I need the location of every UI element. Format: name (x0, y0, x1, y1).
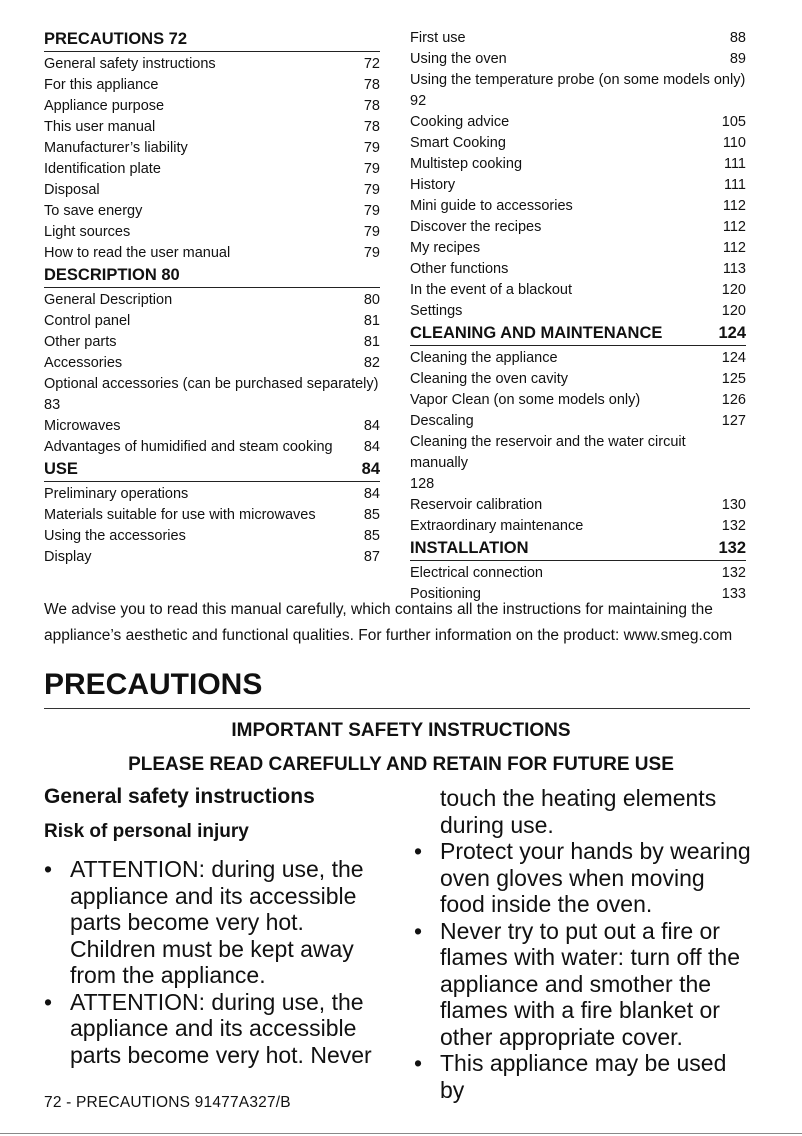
toc-entry-label: Descaling (410, 413, 474, 429)
list-item (414, 838, 754, 918)
toc-entry[interactable] (410, 133, 746, 154)
toc-section-page: 124 (718, 324, 746, 342)
list-item-text: Protect your hands by wearing oven gloves when moving food inside the oven. (440, 838, 751, 917)
toc-entry-page: 83 (44, 397, 61, 413)
toc-entry-label: Preliminary operations (44, 486, 189, 502)
list-item-text: ATTENTION: during use, the appliance and its accessible parts become very hot. Children must be kept away from the appliance. (70, 856, 364, 988)
toc-entry[interactable] (44, 96, 380, 117)
toc-entry-page: 112 (722, 240, 746, 256)
toc-entry[interactable] (410, 49, 746, 70)
toc-entry-page: 126 (721, 392, 746, 408)
list-item (44, 989, 374, 1069)
risk-heading: Risk of personal injury (44, 821, 249, 842)
toc-entry[interactable] (44, 138, 380, 159)
toc-entry[interactable] (410, 280, 746, 301)
toc-entry-label: My recipes (410, 240, 481, 256)
toc-entry[interactable] (410, 217, 746, 238)
general-safety-heading: General safety instructions (44, 785, 315, 808)
toc-section-heading[interactable] (44, 458, 380, 482)
toc-entry[interactable] (410, 301, 746, 322)
toc-entry[interactable] (44, 437, 380, 458)
toc-entry-page: 111 (723, 177, 746, 193)
toc-entry-label: Cooking advice (410, 114, 510, 130)
toc-entry-page: 125 (721, 371, 746, 387)
bullet-icon: • (44, 856, 53, 882)
toc-section-title: PRECAUTIONS 72 (44, 30, 188, 48)
toc-entry-label: Identification plate (44, 161, 161, 177)
toc-section-page: 132 (718, 539, 746, 557)
toc-entry-page: 89 (729, 51, 746, 67)
toc-section-precautions (44, 28, 380, 264)
toc-entry[interactable] (44, 159, 380, 180)
toc-entry-page: 81 (363, 334, 380, 350)
toc-section-heading[interactable] (44, 264, 380, 288)
list-item-text: Never try to put out a fire or flames with water: turn off the appliance and smother the flames with a fire blanket or other appropriate cover. (440, 917, 740, 1050)
bullet-icon: • (414, 917, 423, 944)
toc-entry[interactable] (44, 54, 380, 75)
toc-entry-label: Settings (410, 303, 463, 319)
toc-entry-page: 79 (363, 245, 380, 261)
toc-entry[interactable] (44, 353, 380, 374)
toc-entry-label: Optional accessories (can be purchased separately) (44, 376, 379, 392)
list-item (414, 918, 754, 1051)
read-carefully-heading: PLEASE READ CAREFULLY AND RETAIN FOR FUTURE USE (128, 754, 674, 775)
toc-entry-page: 79 (363, 140, 380, 156)
toc-entry[interactable] (410, 495, 746, 516)
toc-entry-label: Positioning (410, 586, 481, 602)
list-item-text: ATTENTION: during use, the appliance and its accessible parts become very hot. Never (70, 988, 372, 1068)
toc-left-column (44, 28, 380, 568)
toc-entry[interactable] (410, 28, 746, 49)
toc-entry[interactable] (410, 154, 746, 175)
toc-entry[interactable] (44, 117, 380, 138)
toc-entry-label: Cleaning the appliance (410, 350, 558, 366)
toc-entry-label: Using the temperature probe (on some models only) (410, 72, 746, 88)
bullet-icon: • (44, 988, 53, 1015)
important-safety-heading: IMPORTANT SAFETY INSTRUCTIONS (231, 720, 571, 741)
toc-entry-label: Disposal (44, 182, 100, 198)
toc-entry-page: 78 (363, 119, 380, 135)
toc-entry-page: 84 (363, 418, 380, 434)
toc-entry-page: 132 (721, 518, 746, 534)
body-column-right (414, 785, 754, 1103)
page-footer: 72 - PRECAUTIONS 91477A327/B (44, 1094, 291, 1111)
toc-entry-label: General safety instructions (44, 56, 216, 72)
intro-paragraph: We advise you to read this manual carefully, which contains all the instructions for maintaining the appliance’s aesthetic and functional qualities. For further information on the product: www.smeg.com (44, 601, 733, 644)
footer-divider (0, 1133, 802, 1134)
toc-entry[interactable] (410, 238, 746, 259)
toc-entry[interactable] (44, 75, 380, 96)
toc-entry-label: Control panel (44, 313, 131, 329)
toc-entry-page: 132 (721, 565, 746, 581)
toc-entry-label: Reservoir calibration (410, 497, 543, 513)
toc-entry-page: 80 (363, 292, 380, 308)
toc-entry[interactable] (44, 416, 380, 437)
toc-entry[interactable] (44, 180, 380, 201)
toc-entry-page: 120 (721, 303, 746, 319)
toc-entry-label: Electrical connection (410, 565, 543, 581)
toc-section-title: DESCRIPTION 80 (44, 266, 180, 284)
toc-entry-page: 79 (363, 161, 380, 177)
toc-entry-label: Cleaning the reservoir and the water circuit manually (410, 434, 686, 471)
toc-entry[interactable] (410, 259, 746, 280)
toc-right-column (410, 28, 746, 605)
toc-entry-label: General Description (44, 292, 173, 308)
toc-entry-label: Extraordinary maintenance (410, 518, 584, 534)
toc-entry-page: 85 (363, 528, 380, 544)
toc-entry-page: 79 (363, 182, 380, 198)
toc-section-title: CLEANING AND MAINTENANCE (410, 324, 663, 342)
toc-entry-label: Using the accessories (44, 528, 186, 544)
toc-entry[interactable] (410, 112, 746, 133)
toc-entry[interactable] (410, 196, 746, 217)
toc-section-use (44, 458, 380, 568)
toc-entry[interactable] (44, 243, 380, 264)
toc-entry-page: 78 (363, 77, 380, 93)
toc-entry[interactable] (410, 411, 746, 432)
toc-entry-label: Using the oven (410, 51, 507, 67)
toc-entry[interactable] (44, 201, 380, 222)
toc-entry[interactable] (410, 70, 746, 112)
toc-entry-page: 82 (363, 355, 380, 371)
list-item-text: This appliance may be used by (440, 1050, 727, 1103)
toc-entry[interactable] (410, 369, 746, 390)
toc-section-title: USE (44, 460, 78, 478)
toc-entry-page: 110 (722, 135, 746, 151)
list-item (44, 856, 374, 989)
body-column-left (44, 856, 374, 1068)
toc-entry-page: 133 (721, 586, 746, 602)
toc-entry-page: 79 (363, 203, 380, 219)
toc-entry-label: Display (44, 549, 92, 565)
toc-section-page: 84 (361, 460, 380, 478)
toc-entry[interactable] (410, 516, 746, 537)
toc-entry-page: 111 (723, 156, 746, 172)
toc-entry-page: 72 (363, 56, 380, 72)
toc-entry-label: In the event of a blackout (410, 282, 573, 298)
toc-entry-page: 84 (363, 486, 380, 502)
toc-section-heading[interactable] (44, 28, 380, 52)
toc-entry[interactable] (44, 505, 380, 526)
toc-entry-label: For this appliance (44, 77, 159, 93)
bullet-icon: • (414, 1050, 423, 1076)
toc-section-title: INSTALLATION (410, 539, 529, 557)
toc-entry-label: Discover the recipes (410, 219, 542, 235)
toc-entry-label: Cleaning the oven cavity (410, 371, 568, 387)
toc-entry-label: Manufacturer’s liability (44, 140, 188, 156)
toc-entry[interactable] (44, 484, 380, 505)
toc-entry[interactable] (44, 311, 380, 332)
toc-entry[interactable] (44, 332, 380, 353)
toc-entry-label: How to read the user manual (44, 245, 231, 261)
toc-entry-label: Microwaves (44, 418, 121, 434)
toc-entry-label: Advantages of humidified and steam cooking (44, 439, 333, 455)
toc-entry-label: Materials suitable for use with microwaves (44, 507, 316, 523)
toc-entry-page: 105 (721, 114, 746, 130)
toc-entry[interactable] (44, 222, 380, 243)
toc-section-heading[interactable] (410, 322, 746, 346)
toc-entry[interactable] (44, 374, 380, 416)
toc-entry-label: Other parts (44, 334, 117, 350)
bullet-icon: • (414, 838, 423, 864)
toc-use-continued (410, 28, 746, 322)
list-item-continuation: touch the heating elements during use. (440, 785, 717, 838)
toc-entry-page: 113 (722, 261, 746, 277)
toc-entry-label: Multistep cooking (410, 156, 523, 172)
toc-entry-label: Mini guide to accessories (410, 198, 573, 214)
toc-entry-page: 128 (410, 476, 435, 492)
toc-entry-page: 87 (363, 549, 380, 565)
toc-entry-label: First use (410, 30, 466, 46)
toc-entry-page: 127 (721, 413, 746, 429)
toc-section-heading[interactable] (410, 537, 746, 561)
toc-entry-page: 124 (721, 350, 746, 366)
toc-entry[interactable] (44, 526, 380, 547)
toc-entry-label: Vapor Clean (on some models only) (410, 392, 641, 408)
toc-entry[interactable] (410, 175, 746, 196)
toc-entry[interactable] (410, 390, 746, 411)
toc-entry-page: 92 (410, 93, 427, 109)
toc-entry-page: 88 (729, 30, 746, 46)
toc-section-cleaning (410, 322, 746, 537)
toc-entry-page: 112 (722, 219, 746, 235)
toc-entry-page: 112 (722, 198, 746, 214)
toc-entry[interactable] (410, 348, 746, 369)
toc-entry[interactable] (410, 563, 746, 584)
toc-entry-page: 81 (363, 313, 380, 329)
toc-entry-page: 79 (363, 224, 380, 240)
toc-entry-label: History (410, 177, 456, 193)
toc-entry[interactable] (44, 547, 380, 568)
list-item (414, 1050, 754, 1103)
page-title: PRECAUTIONS (44, 664, 750, 709)
toc-entry-label: This user manual (44, 119, 156, 135)
toc-entry-label: Light sources (44, 224, 131, 240)
toc-entry-label: Appliance purpose (44, 98, 165, 114)
toc-entry[interactable] (44, 290, 380, 311)
toc-section-description (44, 264, 380, 458)
toc-entry-page: 130 (721, 497, 746, 513)
toc-entry-page: 120 (721, 282, 746, 298)
toc-entry-page: 78 (363, 98, 380, 114)
toc-entry-page: 85 (363, 507, 380, 523)
toc-entry-label: Other functions (410, 261, 509, 277)
toc-entry-label: To save energy (44, 203, 143, 219)
toc-entry-label: Smart Cooking (410, 135, 506, 151)
toc-entry[interactable] (410, 432, 746, 495)
toc-entry-page: 84 (363, 439, 380, 455)
toc-entry-label: Accessories (44, 355, 123, 371)
toc-section-installation (410, 537, 746, 605)
